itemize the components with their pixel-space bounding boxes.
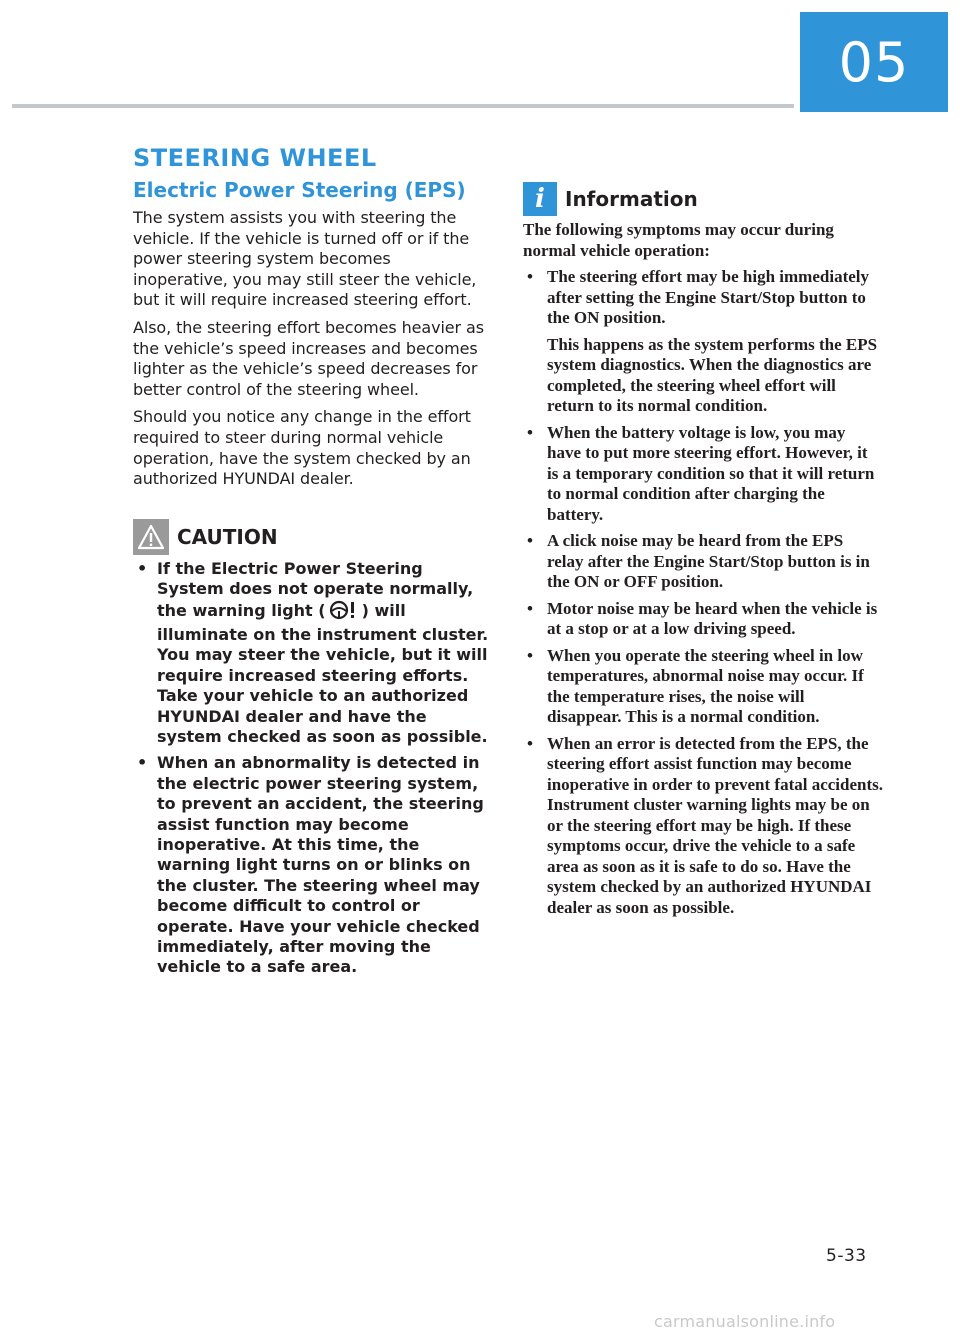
information-text: The steering effort may be high immediately after setting the Engine Start/Stop button to the ON position. — [547, 267, 869, 327]
information-text: When the battery voltage is low, you may have to put more steering effort. However, it is a temporary condition so that it will return to normal condition after charging the battery. — [547, 422, 875, 524]
caution-text: ) will illuminate on the instrument cluster. You may steer the vehicle, but it will require increased steering efforts. Take your vehicle to an authorized HYUNDAI dealer and have the system checked as soon as possible. — [157, 600, 489, 746]
information-text: A click noise may be heard from the EPS relay after the Engine Start/Stop button is in the ON or OFF position. — [547, 531, 870, 591]
information-text: When you operate the steering wheel in low temperatures, abnormal noise may occur. If the temperature rises, the noise will disappear. This is a normal condition. — [547, 645, 864, 726]
information-text: This happens as the system performs the EPS system diagnostics. When the diagnostics are completed, the steering wheel effort will return to its normal condition. — [547, 334, 878, 415]
header-rule — [12, 104, 794, 108]
body-paragraph: The system assists you with steering the vehicle. If the vehicle is turned off or if the power steering system becomes inoperative, you may still steer the vehicle, but it will require increased steering effort. — [133, 208, 477, 310]
information-intro: The following symptoms may occur during normal vehicle operation: — [523, 220, 834, 260]
bullet: • — [527, 531, 533, 550]
information-item — [523, 531, 883, 593]
bullet: • — [527, 267, 533, 286]
information-item — [523, 646, 883, 728]
steering-warning-icon — [327, 600, 361, 625]
subsection-title: Electric Power Steering (EPS) — [133, 178, 466, 202]
right-column — [523, 182, 883, 924]
caution-list — [133, 559, 489, 978]
caution-title: CAUTION — [177, 524, 278, 549]
caution-item — [133, 753, 489, 977]
chapter-tab: 05 — [800, 12, 948, 112]
bullet: • — [137, 558, 148, 578]
information-header — [523, 182, 883, 216]
information-item — [523, 423, 883, 526]
info-icon: i — [523, 182, 557, 216]
bullet: • — [527, 733, 533, 753]
left-column — [133, 142, 489, 984]
body-paragraph: Also, the steering effort becomes heavier as the vehicle’s speed increases and becomes lighter as the vehicle’s speed decreases for better control of the steering wheel. — [133, 317, 484, 399]
warning-triangle-icon — [133, 519, 169, 555]
caution-header — [133, 519, 489, 555]
bullet: • — [527, 645, 533, 665]
bullet: • — [527, 598, 533, 618]
information-item — [523, 267, 883, 417]
section-title: STEERING WHEEL — [133, 144, 377, 172]
caution-text: If the Electric Power Steering System does not operate normally, the warning light ( — [157, 558, 474, 620]
information-text: When an error is detected from the EPS, the steering effort assist function may become inoperative in order to prevent fatal accidents. Instrument cluster warning lights may be on or the steering effort may be high. If these symptoms occur, drive the vehicle to a safe area as soon as it is safe to do so. Have the system checked by an authorized HYUNDAI dealer as soon as possible. — [547, 733, 884, 917]
watermark: carmanualsonline.info — [654, 1312, 836, 1331]
caution-text: When an abnormality is detected in the electric power steering system, to prevent an accident, the steering assist function may become inoperative. At this time, the warning light turns on or blinks on the cluster. The steering wheel may become difficult to control or operate. Have your vehicle checked immediately, after moving the vehicle to a safe area. — [157, 753, 484, 977]
body-paragraph: Should you notice any change in the effort required to steer during normal vehicle operation, have the system checked by an authorized HYUNDAI dealer. — [133, 407, 471, 489]
information-item — [523, 599, 883, 640]
information-text: Motor noise may be heard when the vehicle is at a stop or at a low driving speed. — [547, 598, 878, 638]
bullet: • — [137, 753, 148, 773]
information-title: Information — [565, 187, 698, 211]
caution-item — [133, 559, 489, 748]
information-item — [523, 734, 883, 919]
page-number: 5-33 — [826, 1246, 867, 1266]
bullet: • — [527, 422, 533, 442]
information-list — [523, 267, 883, 918]
